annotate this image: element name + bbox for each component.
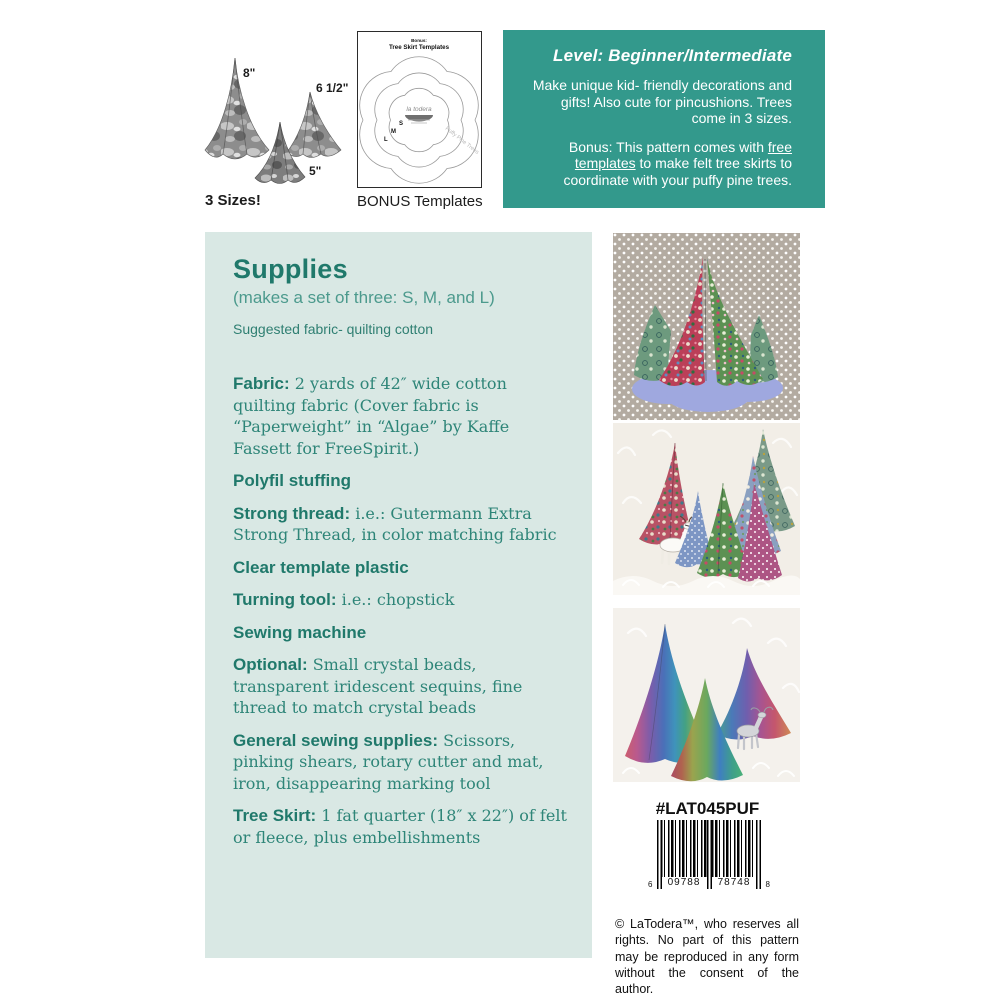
template-flower-svg (358, 32, 480, 186)
supply-list (233, 373, 567, 848)
tree-size-label-large: 8" (243, 66, 256, 80)
logo-ellipse (405, 115, 433, 122)
supply-item-optional: Optional: Small crystal beads, transparent iridescent sequins, fine thread to match crystal beads (233, 655, 523, 717)
product-sku: #LAT045PUF (655, 799, 760, 818)
barcode-guard-right (756, 820, 761, 889)
suggested-fabric-note: Suggested fabric- quilting cotton (233, 321, 434, 337)
flower-label-s: S (399, 121, 404, 127)
supply-item-tree-skirt: Tree Skirt: 1 fat quarter (18″ x 22″) of felt or fleece, plus embellishments (233, 806, 567, 847)
flower-label-l: L (384, 137, 388, 143)
barcode-group1: 09788 (664, 877, 704, 888)
level-description: Make unique kid- friendly decorations and gifts! Also cute for pincushions. Trees come in 3 sizes. (532, 77, 792, 126)
grayscale-trees-svg (195, 40, 355, 190)
barcode-right-digit: 8 (765, 880, 770, 889)
bonus-note-prefix: Bonus: This pattern comes with (568, 138, 768, 155)
level-title: Level: Beginner/Intermediate (553, 46, 792, 65)
supply-item-strong-thread: Strong thread: i.e.: Gutermann Extra Strong Thread, in color matching fabric (233, 503, 557, 544)
bonus-templates-caption: BONUS Templates (357, 193, 483, 210)
tree-size-label-medium: 6 1/2" (316, 81, 349, 95)
photo-floral-trees-with-deer (613, 423, 800, 595)
barcode-guard-left (657, 820, 662, 889)
grayscale-trees-illustration (195, 40, 355, 190)
supply-item-sewing-machine: Sewing machine (233, 622, 367, 642)
barcode-guard-middle (707, 820, 712, 889)
template-header: Tree Skirt Templates (388, 44, 450, 51)
supplies-panel (205, 232, 592, 958)
template-header-small: Bonus: (411, 38, 427, 43)
free-templates-link: free templates (574, 138, 792, 171)
supply-item-general-supplies: General sewing supplies: Scissors, pinking shears, rotary cutter and mat, iron, disappearing marking tool (233, 730, 544, 793)
level-info-box (503, 30, 825, 208)
supplies-heading: Supplies (233, 254, 348, 284)
copyright-notice: © LaTodera™, who reserves all rights. No part of this pattern may be reproduced in any form without the consent of the author. (615, 917, 799, 996)
puffy-pine-trees-watermark: Puffy Pine Trees (443, 125, 480, 156)
supply-item-polyfil: Polyfil stuffing (233, 471, 352, 490)
three-sizes-caption: 3 Sizes! (205, 192, 261, 209)
barcode-left-digit: 6 (648, 880, 653, 889)
supplies-subheading: (makes a set of three: S, M, and L) (233, 288, 495, 307)
bonus-note-suffix: to make felt tree skirts to coordinate with your puffy pine trees. (563, 155, 792, 188)
tree-size-label-small: 5" (309, 164, 322, 178)
bonus-note (531, 139, 792, 189)
tree-skirt-template-page (357, 31, 482, 188)
supply-item-template-plastic: Clear template plastic (233, 557, 409, 577)
la-todera-logo-text: la todera (406, 106, 432, 113)
upc-barcode (648, 820, 770, 892)
photo-floral-trees-on-skirt (613, 233, 800, 420)
supply-item-fabric: Fabric: 2 yards of 42″ wide cotton quilting fabric (Cover fabric is “Paperweight” in “Algae” by Kaffe Fassett for FreeSpirit.) (233, 374, 510, 458)
barcode-group2: 78748 (714, 877, 754, 888)
photo-rainbow-trees (613, 608, 800, 782)
supply-item-turning-tool: Turning tool: i.e.: chopstick (233, 590, 455, 609)
flower-label-m: M (391, 129, 396, 135)
